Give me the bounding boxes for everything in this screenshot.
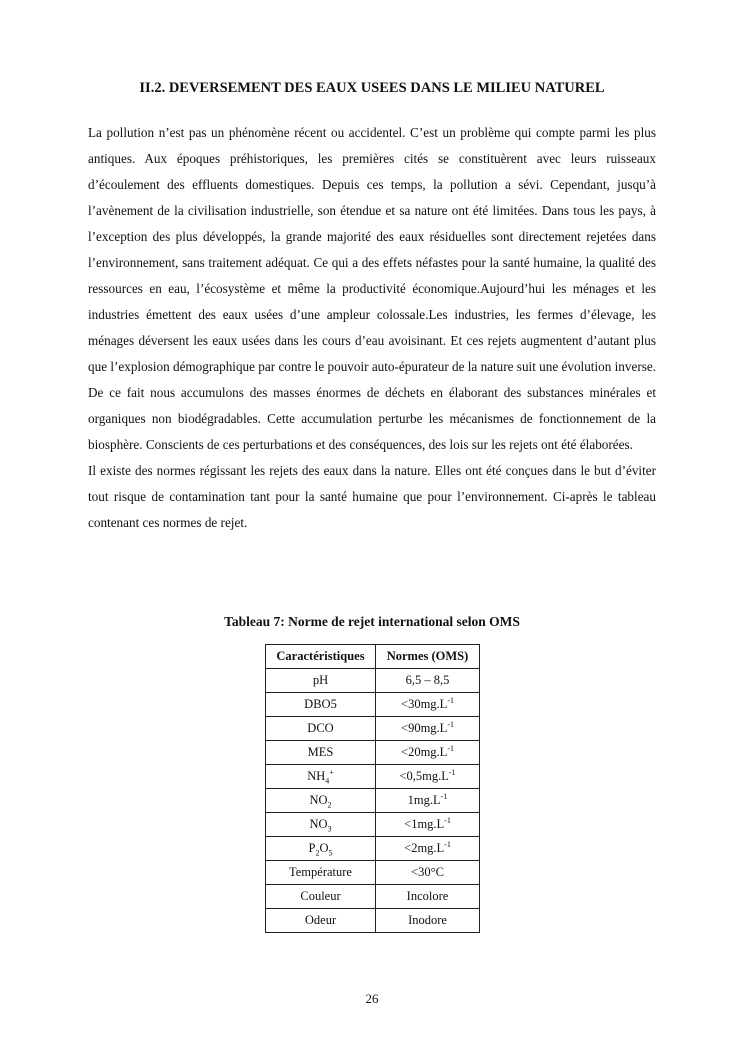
paragraph: Il existe des normes régissant les rejets des eaux dans la nature. Elles ont été conçues dans le but d’éviter tout risque de contamination tant pour la santé humaine que pour l’environnement. Ci-après le tableau contenant ces normes de rejet. [88, 463, 656, 530]
column-header: Normes (OMS) [376, 645, 480, 669]
value-cell [376, 717, 480, 741]
parameter-name-part: O [319, 841, 329, 855]
table-row [266, 693, 480, 717]
value-cell [376, 909, 480, 933]
parameter-cell [266, 885, 376, 909]
parameter-name: MES [307, 745, 334, 759]
value-cell [376, 837, 480, 861]
parameter-name: Odeur [304, 913, 337, 927]
table-body [266, 669, 480, 933]
paragraph: La pollution n’est pas un phénomène récent ou accidentel. C’est un problème qui compte parmi les plus antiques. Aux époques préhistoriques, les premières cités se constituèrent avec leurs ruisseaux d’écoulement des effluents domestiques. Depuis ces temps, la pollution a sévi. Cependant, jusqu’à l’avènement de la civilisation industrielle, son étendue et sa nature ont été limitées. Dans tous les pays, à l’exception des plus développés, la grande majorité des eaux résiduelles sont directement rejetées dans l’environnement, sans traitement adéquat. Ce qui a des effets néfastes pour la santé humaine, la qualité des ressources en eau, l’écosystème et même la productivité économique.Aujourd’hui les ménages et les industries émettent des eaux usées d’une ampleur colossale.Les industries, les fermes d’élevage, les ménages déversent les eaux usées dans les cours d’eau avoisinant. Et ces rejets augmentent d’autant plus que l’explosion démographique par contre le pouvoir auto-épurateur de la nature suit une évolution inverse. De ce fait nous accumulons des masses énormes de déchets en élaborant des substances minérales et organiques non biodégradables. Cette accumulation perturbe les mécanismes de fonctionnement de la biosphère. Conscients de ces perturbations et des conséquences, des lois sur les rejets ont été élaborées. [88, 125, 656, 452]
parameter-subscript: 2 [327, 800, 332, 810]
norms-table [265, 644, 480, 933]
table-caption: Tableau 7: Norme de rejet international selon OMS [224, 614, 520, 629]
value-cell [376, 765, 480, 789]
parameter-name: NO [309, 817, 328, 831]
parameter-subscript: 3 [327, 824, 332, 834]
parameter-cell [266, 861, 376, 885]
norm-value: <1mg.L [404, 817, 445, 831]
parameter-name: DCO [307, 721, 334, 735]
parameter-name: NO [309, 793, 328, 807]
parameter-cell [266, 789, 376, 813]
parameter-cell [266, 909, 376, 933]
norm-value: <20mg.L [401, 745, 448, 759]
norm-value: <30mg.L [401, 697, 448, 711]
norm-value: <90mg.L [401, 721, 448, 735]
value-cell [376, 789, 480, 813]
value-cell [376, 669, 480, 693]
section-heading: II.2. DEVERSEMENT DES EAUX USEES DANS LE MILIEU NATUREL [139, 80, 605, 96]
table-header-row [266, 645, 480, 669]
unit-exponent: -1 [440, 791, 448, 801]
parameter-superscript: + [329, 767, 334, 777]
table-row [266, 765, 480, 789]
norm-value: 1mg.L [407, 793, 441, 807]
norm-value: <2mg.L [404, 841, 445, 855]
value-cell [376, 861, 480, 885]
table-row [266, 789, 480, 813]
table-row [266, 813, 480, 837]
unit-exponent: -1 [444, 839, 451, 849]
table-row [266, 669, 480, 693]
parameter-name: NH [307, 769, 326, 783]
table-row [266, 885, 480, 909]
unit-exponent: -1 [447, 719, 454, 729]
parameter-name: Couleur [300, 889, 341, 903]
unit-exponent: -1 [444, 815, 451, 825]
table-row [266, 717, 480, 741]
parameter-name: P [308, 841, 316, 855]
table-row [266, 741, 480, 765]
parameter-subscript: 4 [325, 776, 330, 786]
page-number: 26 [365, 991, 379, 1006]
parameter-cell [266, 813, 376, 837]
parameter-cell [266, 717, 376, 741]
unit-exponent: -1 [447, 695, 454, 705]
parameter-cell [266, 765, 376, 789]
norm-value: Incolore [406, 889, 449, 903]
value-cell [376, 693, 480, 717]
parameter-name: DBO5 [304, 697, 337, 711]
norm-value: <30°C [411, 865, 444, 879]
table-row [266, 861, 480, 885]
parameter-subscript: 5 [328, 848, 333, 858]
table-row [266, 909, 480, 933]
parameter-subscript: 2 [315, 848, 320, 858]
table-row [266, 837, 480, 861]
parameter-cell [266, 669, 376, 693]
parameter-name: pH [312, 673, 329, 687]
norm-value: <0,5mg.L [399, 769, 449, 783]
unit-exponent: -1 [447, 743, 454, 753]
parameter-name: Température [289, 865, 352, 879]
column-header: Caractéristiques [266, 645, 376, 669]
parameter-cell [266, 741, 376, 765]
unit-exponent: -1 [448, 767, 456, 777]
norm-value: Inodore [408, 913, 447, 927]
value-cell [376, 813, 480, 837]
value-cell [376, 741, 480, 765]
value-cell [376, 885, 480, 909]
body-text [88, 120, 656, 536]
parameter-cell [266, 837, 376, 861]
norm-value: 6,5 – 8,5 [405, 673, 450, 687]
parameter-cell [266, 693, 376, 717]
